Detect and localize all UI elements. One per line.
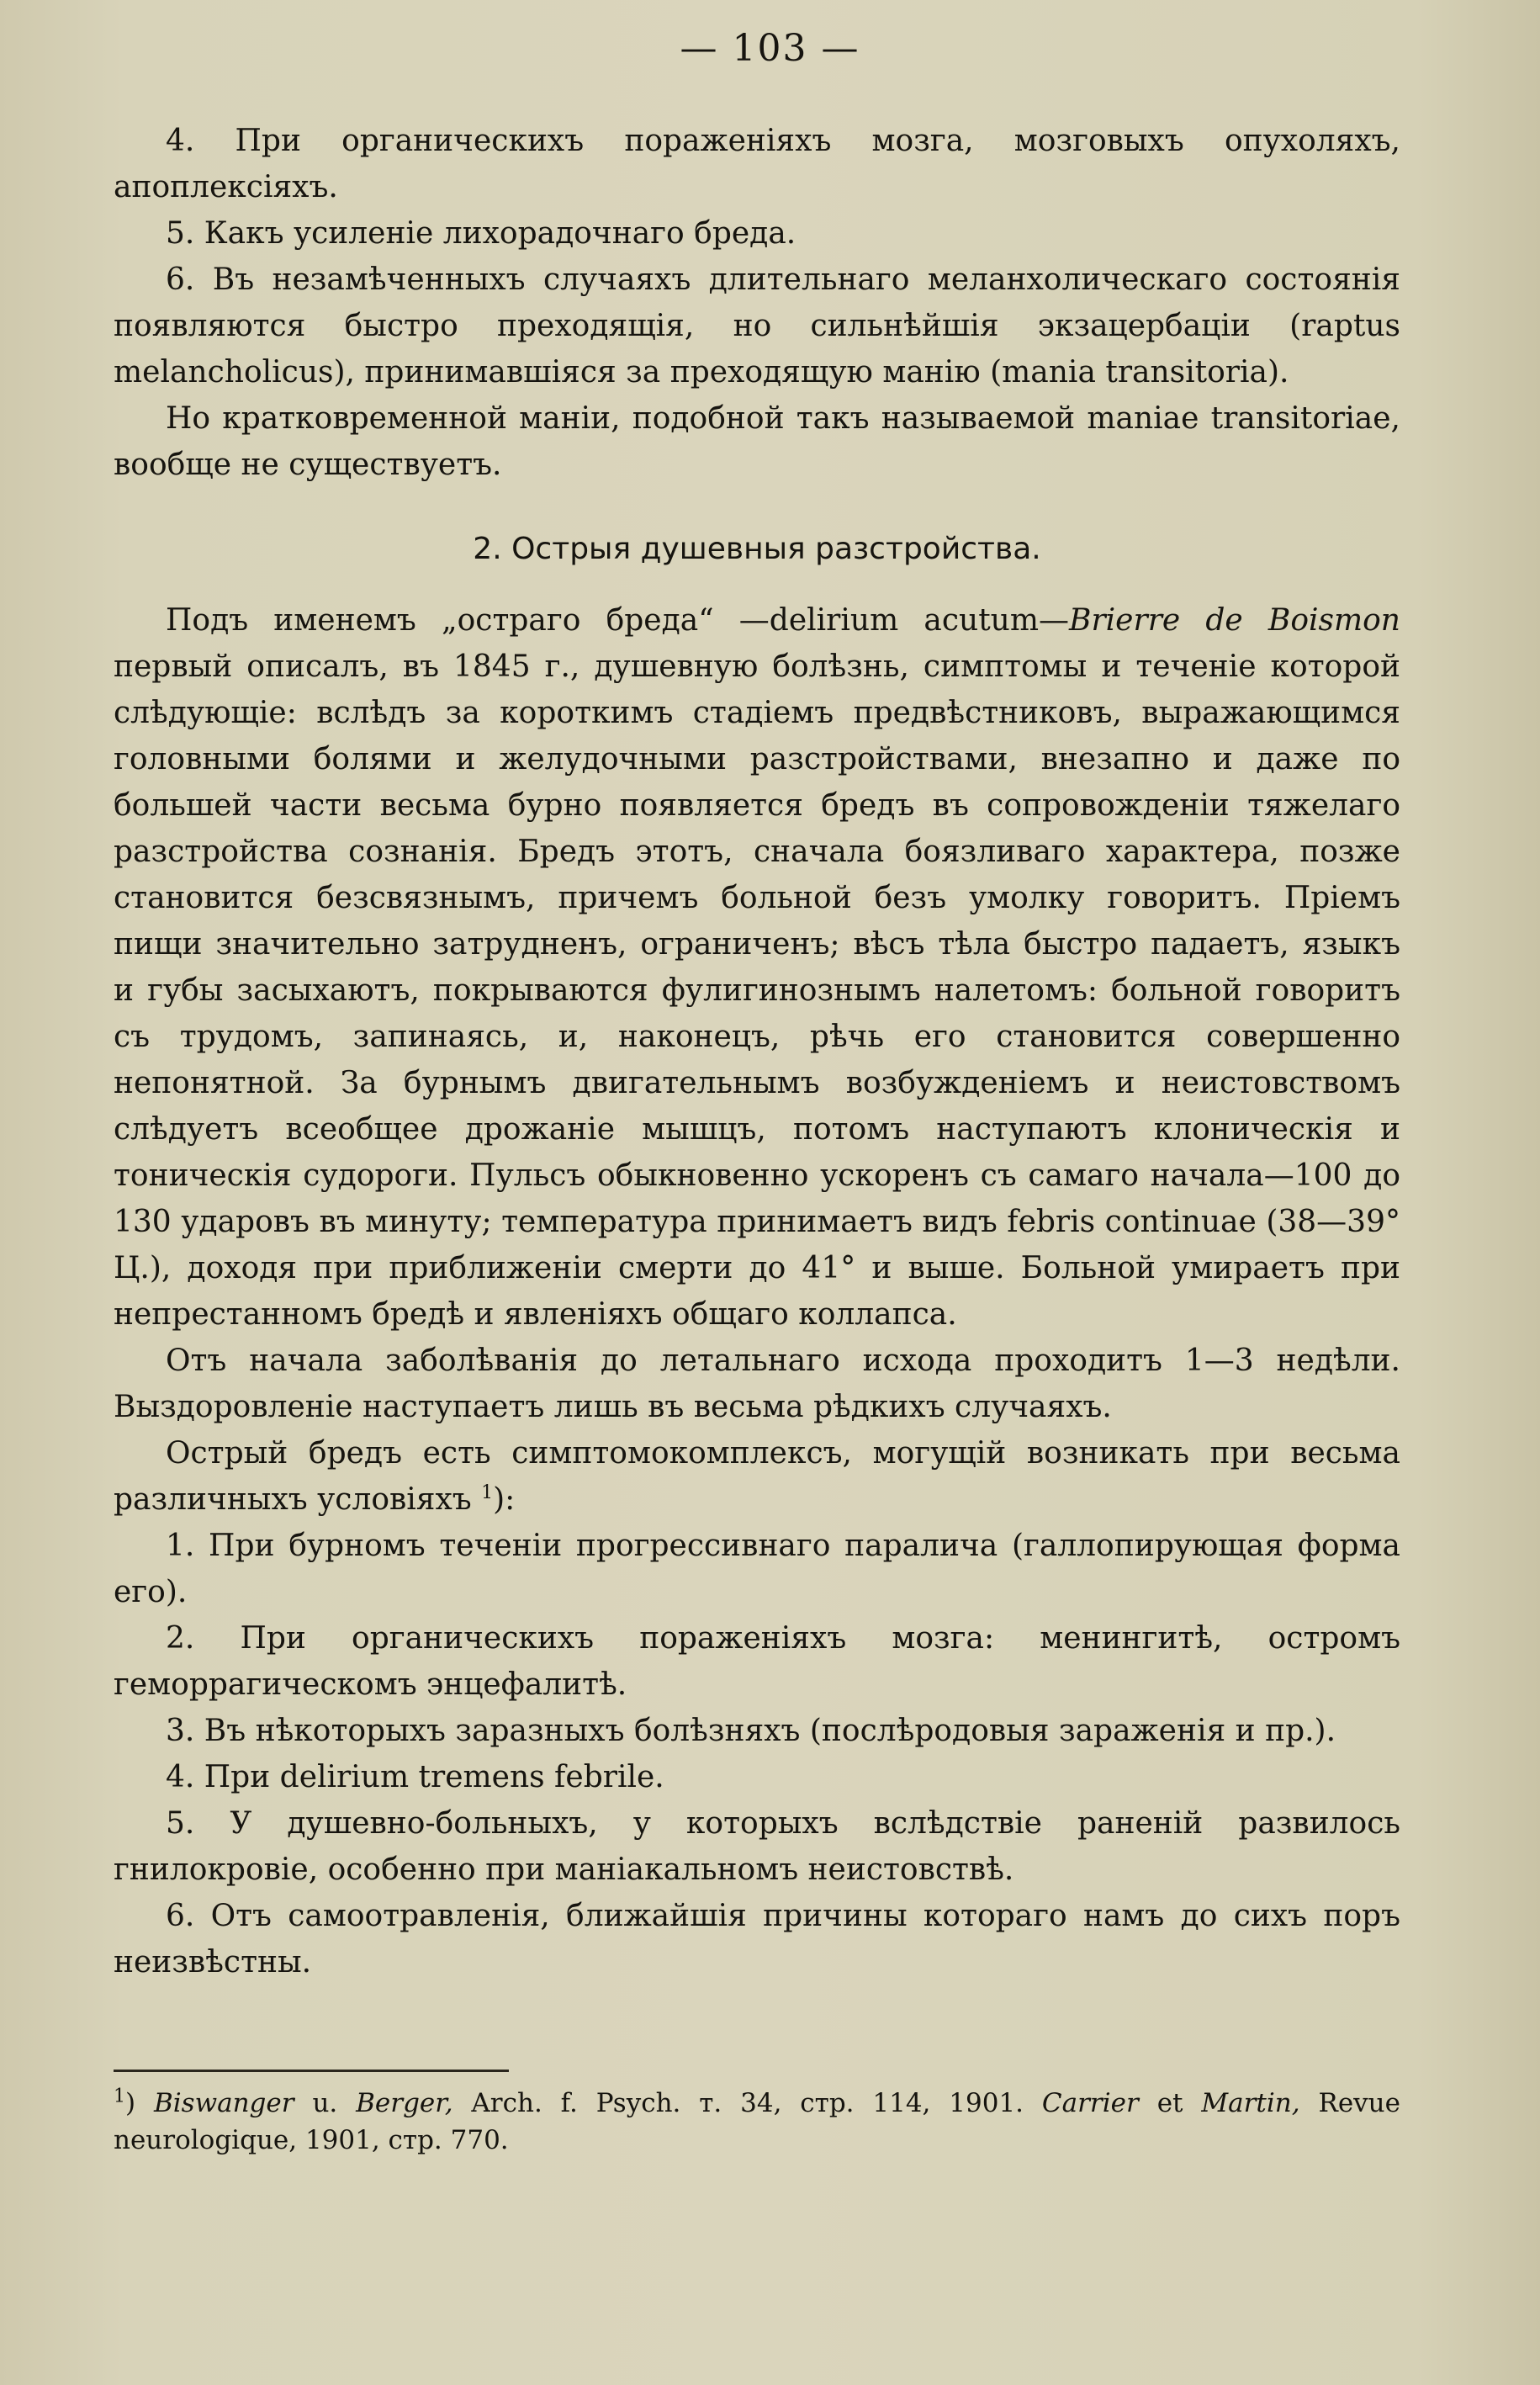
list-item-5: 5. Какъ усиленіе лихорадочнаго бреда.: [166, 216, 796, 251]
paragraph-start: Подъ именемъ „остраго бреда“ —delirium acutum—: [166, 603, 1069, 638]
paragraph-conclusion: Но кратковременной маніи, подобной такъ называемой maniae transitoriae, вообще не существуетъ.: [114, 401, 1400, 482]
section-heading: 2. Острыя душевныя разстройства.: [473, 532, 1041, 566]
condition-item-3: 3. Въ нѣкоторыхъ заразныхъ болѣзняхъ (послѣродовыя зараженія и пр.).: [166, 1714, 1336, 1748]
footnote-author-1: Biswanger: [153, 2088, 294, 2118]
condition-item-1: 1. При бурномъ теченіи прогрессивнаго паралича (галлопирующая форма его).: [114, 1529, 1400, 1609]
author-name: Brierre de Boismon: [1069, 603, 1400, 638]
footnote-text-4: Revue neurologique, 1901, стр. 770.: [114, 2088, 1400, 2155]
list-item-6: 6. Въ незамѣченныхъ случаяхъ длительнаго меланхолическаго состоянія появляются быстро преходящія, но сильнѣйшія экзацербаціи (raptus melancholicus), принимавшіяся за преходящую манію (mania transitoria).: [114, 262, 1400, 390]
paragraph-conditions: [114, 1430, 1400, 1523]
paragraph-duration: Отъ начала заболѣванія до летальнаго исхода проходитъ 1—3 недѣли. Выздоровленіе наступаетъ лишь въ весьма рѣдкихъ случаяхъ.: [114, 1344, 1400, 1424]
footnote-marker: 1: [114, 2086, 125, 2107]
paragraph-conditions-end: ):: [493, 1482, 516, 1517]
footnote-author-4: Martin,: [1201, 2088, 1300, 2118]
paragraph-delirium-acutum: [114, 597, 1400, 1338]
footnote-text-1: u.: [294, 2088, 357, 2118]
footnote-text: $^1$) Biswanger u. Berger, Arch. f. Psych. т. 34, стр. 114, 1901. Carrier et Martin, Revue neurologique, 1901, стр. 770.: [114, 2086, 1400, 2155]
footnote-author-2: Berger,: [356, 2088, 453, 2118]
footnote-text-2: Arch. f. Psych. т. 34, стр. 114, 1901.: [452, 2088, 1042, 2118]
page-number: — 103 —: [680, 27, 860, 70]
paragraph-conditions-text: Острый бредъ есть симптомокомплексъ, могущій возникать при весьма различныхъ условіяхъ: [114, 1436, 1400, 1517]
text-block-top: [114, 118, 1400, 488]
footnote-divider: [114, 2070, 509, 2072]
condition-item-2: 2. При органическихъ пораженіяхъ мозга: менингитѣ, остромъ геморрагическомъ энцефалитѣ.: [114, 1621, 1400, 1702]
list-item-4: 4. При органическихъ пораженіяхъ мозга, мозговыхъ опухоляхъ, апоплексіяхъ.: [114, 124, 1400, 204]
condition-item-6: 6. Отъ самоотравленія, ближайшія причины котораго намъ до сихъ поръ неизвѣстны.: [114, 1899, 1400, 1980]
footnote-author-3: Carrier: [1041, 2088, 1139, 2118]
condition-item-5: 5. У душевно-больныхъ, у которыхъ вслѣдствіе раненій развилось гнилокровіе, особенно при маніакальномъ неистовствѣ.: [114, 1806, 1400, 1887]
footnote-ref: 1: [481, 1482, 494, 1503]
paragraph-rest: первый описалъ, въ 1845 г., душевную болѣзнь, симптомы и теченіе которой слѣдующіе: вслѣдъ за короткимъ стадіемъ предвѣстниковъ, выражающимся головными болями и желудочными разстройствами, внезапно и даже по большей части весьма бурно появляется бредъ въ сопровожденіи тяжелаго разстройства сознанія. Бредъ этотъ, сначала боязливаго характера, позже становится безсвязнымъ, причемъ больной безъ умолку говоритъ. Пріемъ пищи значительно затрудненъ, ограниченъ; вѣсъ тѣла быстро падаетъ, языкъ и губы засыхаютъ, покрываются фулигинознымъ налетомъ: больной говоритъ съ трудомъ, запинаясь, и, наконецъ, рѣчь его становится совершенно непонятной. За бурнымъ двигательнымъ возбужденіемъ и неистовствомъ слѣдуетъ всеобщее дрожаніе мышцъ, потомъ наступаютъ клоническія и тоническія судороги. Пульсъ обыкновенно ускоренъ съ самаго начала—100 до 130 ударовъ въ минуту; температура принимаетъ видъ febris continuae (38—39° Ц.), доходя при приближеніи смерти до 41° и выше. Больной умираетъ при непрестанномъ бредѣ и явленіяхъ общаго коллапса.: [114, 649, 1400, 1332]
condition-item-4: 4. При delirium tremens febrile.: [166, 1760, 664, 1794]
section-heading-block: [114, 526, 1400, 572]
text-block-main: [114, 597, 1400, 1985]
footnote-text-3: et: [1138, 2088, 1202, 2118]
footnote: [114, 2085, 1400, 2159]
